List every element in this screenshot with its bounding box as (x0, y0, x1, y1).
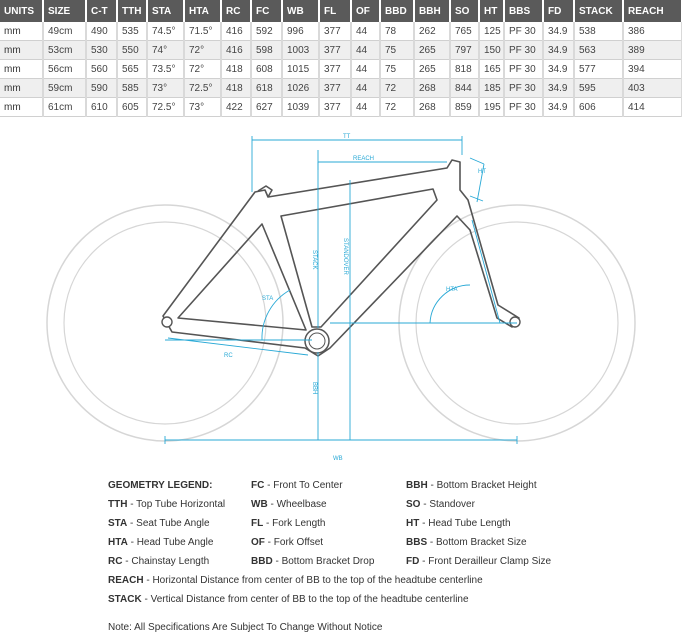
table-cell: 377 (319, 22, 351, 41)
table-cell: 73° (147, 79, 184, 98)
table-cell: 1003 (282, 41, 319, 60)
table-cell: 765 (450, 22, 479, 41)
table-cell: mm (0, 79, 43, 98)
table-row (0, 22, 682, 41)
table-cell: 377 (319, 41, 351, 60)
table-cell: 606 (574, 98, 623, 117)
table-cell: 416 (221, 41, 251, 60)
legend-item: FD - Front Derailleur Clamp Size (406, 556, 552, 567)
table-cell: 490 (86, 22, 117, 41)
bike-geometry-diagram (0, 120, 682, 465)
table-cell: 72.5° (184, 79, 221, 98)
table-cell: 49cm (43, 22, 86, 41)
table-cell: 560 (86, 60, 117, 79)
column-header: WB (282, 0, 319, 22)
legend-item: BBD - Bottom Bracket Drop (251, 556, 375, 567)
table-cell: 416 (221, 22, 251, 41)
table-cell: 44 (351, 98, 380, 117)
table-cell: 608 (251, 60, 282, 79)
table-cell: 268 (414, 79, 450, 98)
table-cell: 418 (221, 60, 251, 79)
table-cell: 563 (574, 41, 623, 60)
table-cell: 165 (479, 60, 504, 79)
table-cell: 34.9 (543, 98, 574, 117)
legend-item: HTA - Head Tube Angle (108, 537, 214, 548)
table-cell: mm (0, 22, 43, 41)
table-cell: 530 (86, 41, 117, 60)
table-body (0, 22, 682, 117)
column-header: FL (319, 0, 351, 22)
table-row (0, 41, 682, 60)
column-header: SO (450, 0, 479, 22)
table-cell: 34.9 (543, 60, 574, 79)
table-cell: 389 (623, 41, 682, 60)
legend-item: STACK - Vertical Distance from center of BB to the top of the headtube centerline (108, 594, 469, 605)
table-cell: 75 (380, 41, 414, 60)
label-sta: STA (262, 296, 274, 302)
table-cell: 44 (351, 41, 380, 60)
table-cell: 1026 (282, 79, 319, 98)
table-cell: 535 (117, 22, 147, 41)
table-cell: 377 (319, 60, 351, 79)
table-cell: 592 (251, 22, 282, 41)
legend-item: FC - Front To Center (251, 480, 343, 491)
table-cell: 262 (414, 22, 450, 41)
table-cell: PF 30 (504, 79, 543, 98)
table-cell: 73.5° (147, 60, 184, 79)
legend-item: OF - Fork Offset (251, 537, 324, 548)
legend-item: REACH - Horizontal Distance from center of BB to the top of the headtube centerline (108, 575, 483, 586)
column-header: FC (251, 0, 282, 22)
table-cell: 577 (574, 60, 623, 79)
column-header: REACH (623, 0, 682, 22)
front-axle (510, 317, 520, 327)
table-row (0, 60, 682, 79)
legend-item: SO - Standover (406, 499, 475, 510)
table-cell: 72° (184, 60, 221, 79)
label-reach: REACH (353, 156, 375, 162)
table-cell: 56cm (43, 60, 86, 79)
table-cell: 844 (450, 79, 479, 98)
column-header: HTA (184, 0, 221, 22)
table-cell: PF 30 (504, 22, 543, 41)
table-row (0, 98, 682, 117)
table-cell: 150 (479, 41, 504, 60)
legend-item: FL - Fork Length (251, 518, 326, 529)
table-cell: PF 30 (504, 60, 543, 79)
table-cell: PF 30 (504, 98, 543, 117)
table-cell: 797 (450, 41, 479, 60)
table-cell: 1015 (282, 60, 319, 79)
table-cell: 565 (117, 60, 147, 79)
measurement-lines (165, 136, 517, 444)
table-cell: 1039 (282, 98, 319, 117)
column-header: BBH (414, 0, 450, 22)
table-cell: 377 (319, 98, 351, 117)
table-cell: 403 (623, 79, 682, 98)
table-cell: mm (0, 60, 43, 79)
table-cell: PF 30 (504, 41, 543, 60)
column-header: FD (543, 0, 574, 22)
table-cell: 265 (414, 60, 450, 79)
table-cell: 268 (414, 98, 450, 117)
table-cell: 75 (380, 60, 414, 79)
table-cell: 595 (574, 79, 623, 98)
legend-item: BBS - Bottom Bracket Size (406, 537, 527, 548)
column-header: RC (221, 0, 251, 22)
table-cell: 394 (623, 60, 682, 79)
column-header: BBS (504, 0, 543, 22)
table-cell: 72.5° (147, 98, 184, 117)
column-header: SIZE (43, 0, 86, 22)
label-tt: TT (343, 134, 351, 140)
table-cell: 414 (623, 98, 682, 117)
column-header: BBD (380, 0, 414, 22)
table-cell: 610 (86, 98, 117, 117)
table-cell: 859 (450, 98, 479, 117)
table-header-row (0, 0, 682, 22)
bike-frame (163, 160, 519, 356)
table-cell: 265 (414, 41, 450, 60)
label-rc: RC (224, 353, 233, 359)
table-cell: 386 (623, 22, 682, 41)
label-ht: HT (478, 169, 486, 175)
table-cell: 185 (479, 79, 504, 98)
table-cell: 550 (117, 41, 147, 60)
table-cell: 73° (184, 98, 221, 117)
label-wb: WB (333, 456, 343, 462)
table-cell: 627 (251, 98, 282, 117)
table-cell: 53cm (43, 41, 86, 60)
table-cell: 59cm (43, 79, 86, 98)
table-cell: mm (0, 41, 43, 60)
table-row (0, 79, 682, 98)
table-cell: 818 (450, 60, 479, 79)
column-header: STACK (574, 0, 623, 22)
table-cell: 422 (221, 98, 251, 117)
legend-item: TTH - Top Tube Horizontal (108, 499, 226, 510)
column-header: TTH (117, 0, 147, 22)
legend-item: RC - Chainstay Length (108, 556, 210, 567)
table-cell: 377 (319, 79, 351, 98)
column-header: STA (147, 0, 184, 22)
table-cell: 996 (282, 22, 319, 41)
table-cell: 72 (380, 98, 414, 117)
disclaimer-note: Note: All Specifications Are Subject To Change Without Notice (108, 622, 383, 633)
table-cell: 44 (351, 22, 380, 41)
table-cell: 125 (479, 22, 504, 41)
table-cell: 195 (479, 98, 504, 117)
table-cell: 34.9 (543, 41, 574, 60)
table-cell: 74.5° (147, 22, 184, 41)
table-cell: 585 (117, 79, 147, 98)
table-cell: 34.9 (543, 79, 574, 98)
table-cell: 74° (147, 41, 184, 60)
column-header: C-T (86, 0, 117, 22)
table-cell: 61cm (43, 98, 86, 117)
table-cell: 78 (380, 22, 414, 41)
label-standover: STANDOVER (342, 238, 348, 275)
legend-item: HT - Head Tube Length (406, 518, 511, 529)
table-cell: 72 (380, 79, 414, 98)
label-stack: STACK (311, 250, 317, 270)
table-cell: 44 (351, 60, 380, 79)
label-hta: HTA (446, 287, 458, 293)
table-cell: 598 (251, 41, 282, 60)
legend-title: GEOMETRY LEGEND: (108, 480, 213, 491)
column-header: UNITS (0, 0, 43, 22)
table-cell: 538 (574, 22, 623, 41)
table-cell: 590 (86, 79, 117, 98)
table-cell: mm (0, 98, 43, 117)
geometry-table (0, 0, 682, 117)
table-cell: 44 (351, 79, 380, 98)
table-cell: 418 (221, 79, 251, 98)
column-header: HT (479, 0, 504, 22)
table-cell: 71.5° (184, 22, 221, 41)
legend-item: BBH - Bottom Bracket Height (406, 480, 537, 491)
label-bbh: BBH (311, 382, 317, 395)
table-cell: 605 (117, 98, 147, 117)
table-cell: 34.9 (543, 22, 574, 41)
legend-item: WB - Wheelbase (251, 499, 327, 510)
table-cell: 618 (251, 79, 282, 98)
legend-item: STA - Seat Tube Angle (108, 518, 210, 529)
column-header: OF (351, 0, 380, 22)
table-cell: 72° (184, 41, 221, 60)
rear-axle (162, 317, 172, 327)
